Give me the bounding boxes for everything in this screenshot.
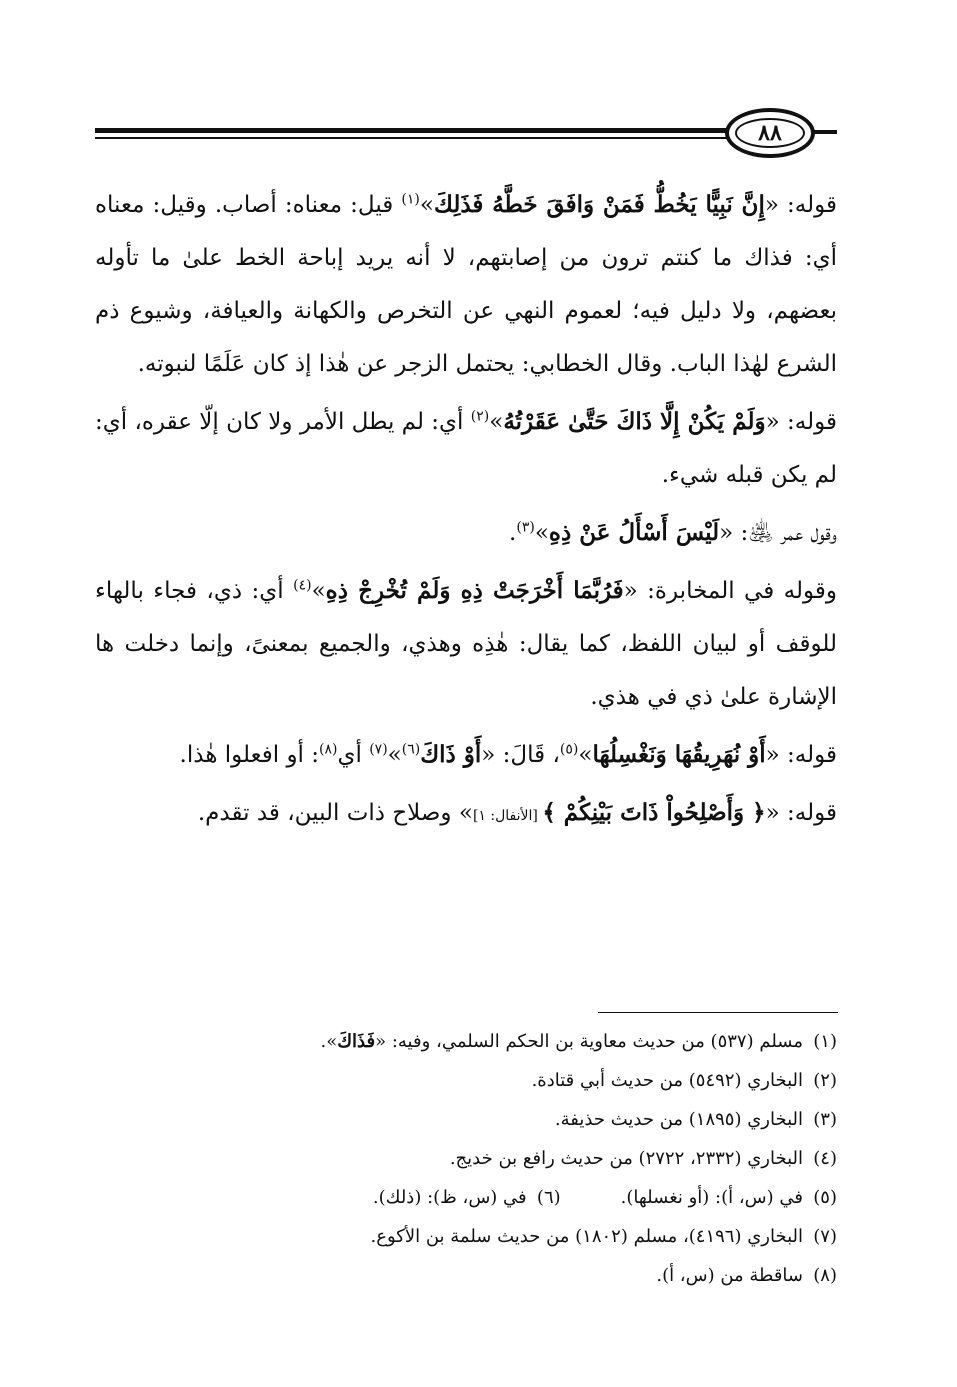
footnote-number: (١) — [813, 1031, 837, 1052]
footnote-1 — [95, 1022, 837, 1061]
footnote-number: (٢) — [813, 1070, 837, 1091]
footnote-text: في (س، أ): (أو نغسلها). — [620, 1187, 803, 1208]
hadith-quote: أَوْ ذَاكَ — [420, 741, 482, 768]
footnote-text: مسلم (٥٣٧) من حديث معاوية بن الحكم السلمي، وفيه: « — [375, 1031, 803, 1052]
paragraph-4 — [95, 564, 837, 724]
quote-mark: » — [489, 409, 504, 435]
footnote-ref[interactable]: (٧) — [369, 741, 388, 758]
paragraph-1 — [95, 178, 837, 391]
footnote-number: (٨) — [813, 1265, 837, 1286]
page-number-badge — [725, 108, 815, 158]
footnote-text: البخاري (٤١٩٦)، مسلم (١٨٠٢) من حديث سلمة بن الأكوع. — [370, 1226, 803, 1247]
footnote-number: (٦) — [536, 1187, 561, 1208]
paragraph-text: أي: لم يطل الأمر ولا كان إلّا عقره، أي: لم يكن قبله شيء. — [95, 409, 837, 488]
page-number: ٨٨ — [758, 120, 782, 146]
quote-mark: » — [419, 192, 434, 218]
paragraph-text: أي — [337, 742, 370, 768]
footnote-7 — [95, 1217, 837, 1256]
footnote-quote: فَذَاكَ — [337, 1031, 376, 1052]
quote-mark: » — [387, 742, 402, 768]
paragraph-text: وصلاح ذات البين، قد تقدم. — [197, 800, 459, 826]
footnote-text: البخاري (١٨٩٥) من حديث حذيفة. — [554, 1109, 803, 1130]
paragraph-text: ، قَالَ: « — [481, 742, 560, 768]
footnote-ref[interactable]: (٤) — [293, 577, 312, 594]
paragraph-6 — [95, 786, 837, 843]
footnote-separator — [598, 1012, 838, 1013]
footnote-text: ساقطة من (س، أ). — [656, 1265, 803, 1286]
footnote-8 — [95, 1256, 837, 1295]
footnote-ref[interactable]: (٢) — [470, 408, 490, 425]
quote-mark: » — [311, 578, 326, 604]
footnote-ref[interactable]: (١) — [401, 191, 420, 208]
paragraph-text: قوله: « — [764, 192, 837, 218]
paragraph-text: قيل: معناه: أصاب. وقيل: معناه أي: فذاك ما كنتم ترون من إصابتهم، لا أنه يريد إباحة الخط علىٰ ما تأوله بعضهم، ولا دليل فيه؛ لعموم النهي عن التخرص والكهانة والعيافة، وشيوع ذم الشرع لهٰذا الباب. وقال الخطابي: يحتمل الزجر عن هٰذا إذ كان عَلَمًا لنبوته. — [95, 192, 837, 377]
header-rule — [95, 128, 735, 133]
footnote-3 — [95, 1100, 837, 1139]
footnote-ref[interactable]: (٦) — [401, 741, 421, 758]
footnote-ref[interactable]: (٥) — [559, 741, 579, 758]
footnote-number: (٤) — [813, 1148, 837, 1169]
paragraph-text: أي: ذي، فجاء بالهاء للوقف أو لبيان اللفظ، كما يقال: هٰذِه وهذي، والجميع بمعنىً، وإنما دخلت ها الإشارة علىٰ ذي في هذي. — [95, 578, 837, 710]
footnote-text: في (س، ظ): (ذلك). — [372, 1187, 527, 1208]
footnote-text: البخاري (٥٤٩٢) من حديث أبي قتادة. — [531, 1070, 803, 1091]
paragraph-text: قوله: « — [765, 800, 837, 826]
footnote-ref[interactable]: (٣) — [516, 519, 535, 536]
quote-mark: » — [534, 520, 549, 546]
body-text — [95, 178, 837, 847]
footnote-ref[interactable]: (٨) — [319, 741, 338, 758]
footnote-text: البخاري (٢٣٣٢، ٢٧٢٢) من حديث رافع بن خديج. — [449, 1148, 803, 1169]
footnote-4 — [95, 1139, 837, 1178]
paragraph-5 — [95, 728, 837, 782]
header-rule-thin — [95, 137, 735, 139]
paragraph-text: : أو افعلوا هٰذا. — [179, 742, 319, 768]
verse-citation: [الأنفال: ١] — [472, 808, 543, 824]
hadith-quote: إِنَّ نَبِيًّا يَخُطُّ فَمَنْ وَافَقَ خَطَّهُ فَذَلِكَ — [433, 191, 765, 218]
hadith-quote: وَلَمْ يَكُنْ إِلَّا ذَاكَ حَتَّىٰ عَقَرْتُهُ — [503, 408, 766, 435]
quran-verse: ﴿ وَأَصْلِحُواْ ذَاتَ بَيْنِكُمْ ﴾ — [542, 799, 766, 826]
paragraph-text: قوله: « — [765, 742, 837, 768]
paragraph-3 — [95, 506, 837, 560]
quote-mark: » — [458, 800, 473, 826]
paragraph-text: . — [509, 520, 517, 546]
paragraph-text: وقوله في المخابرة: « — [623, 578, 837, 604]
page-header — [95, 108, 837, 158]
footnote-number: (٣) — [813, 1109, 837, 1130]
footnote-5-6 — [95, 1178, 837, 1217]
footnote-number: (٥) — [813, 1187, 837, 1208]
quote-mark: » — [578, 742, 593, 768]
paragraph-2 — [95, 395, 837, 502]
footnote-text: ». — [320, 1031, 338, 1052]
paragraph-text: وقول عمر ﵁: « — [719, 520, 837, 546]
hadith-quote: لَيْسَ أَسْأَلُ عَنْ ذِهِ — [548, 519, 720, 546]
footnote-2 — [95, 1061, 837, 1100]
hadith-quote: أَوْ نُهَرِيقُهَا وَنَغْسِلُهَا — [592, 741, 766, 768]
paragraph-text: قوله: « — [765, 409, 837, 435]
footnotes — [95, 1022, 837, 1295]
hadith-quote: فَرُبَّمَا أَخْرَجَتْ ذِهِ وَلَمْ تُخْرِجْ ذِهِ — [325, 577, 624, 604]
footnote-number: (٧) — [813, 1226, 837, 1247]
